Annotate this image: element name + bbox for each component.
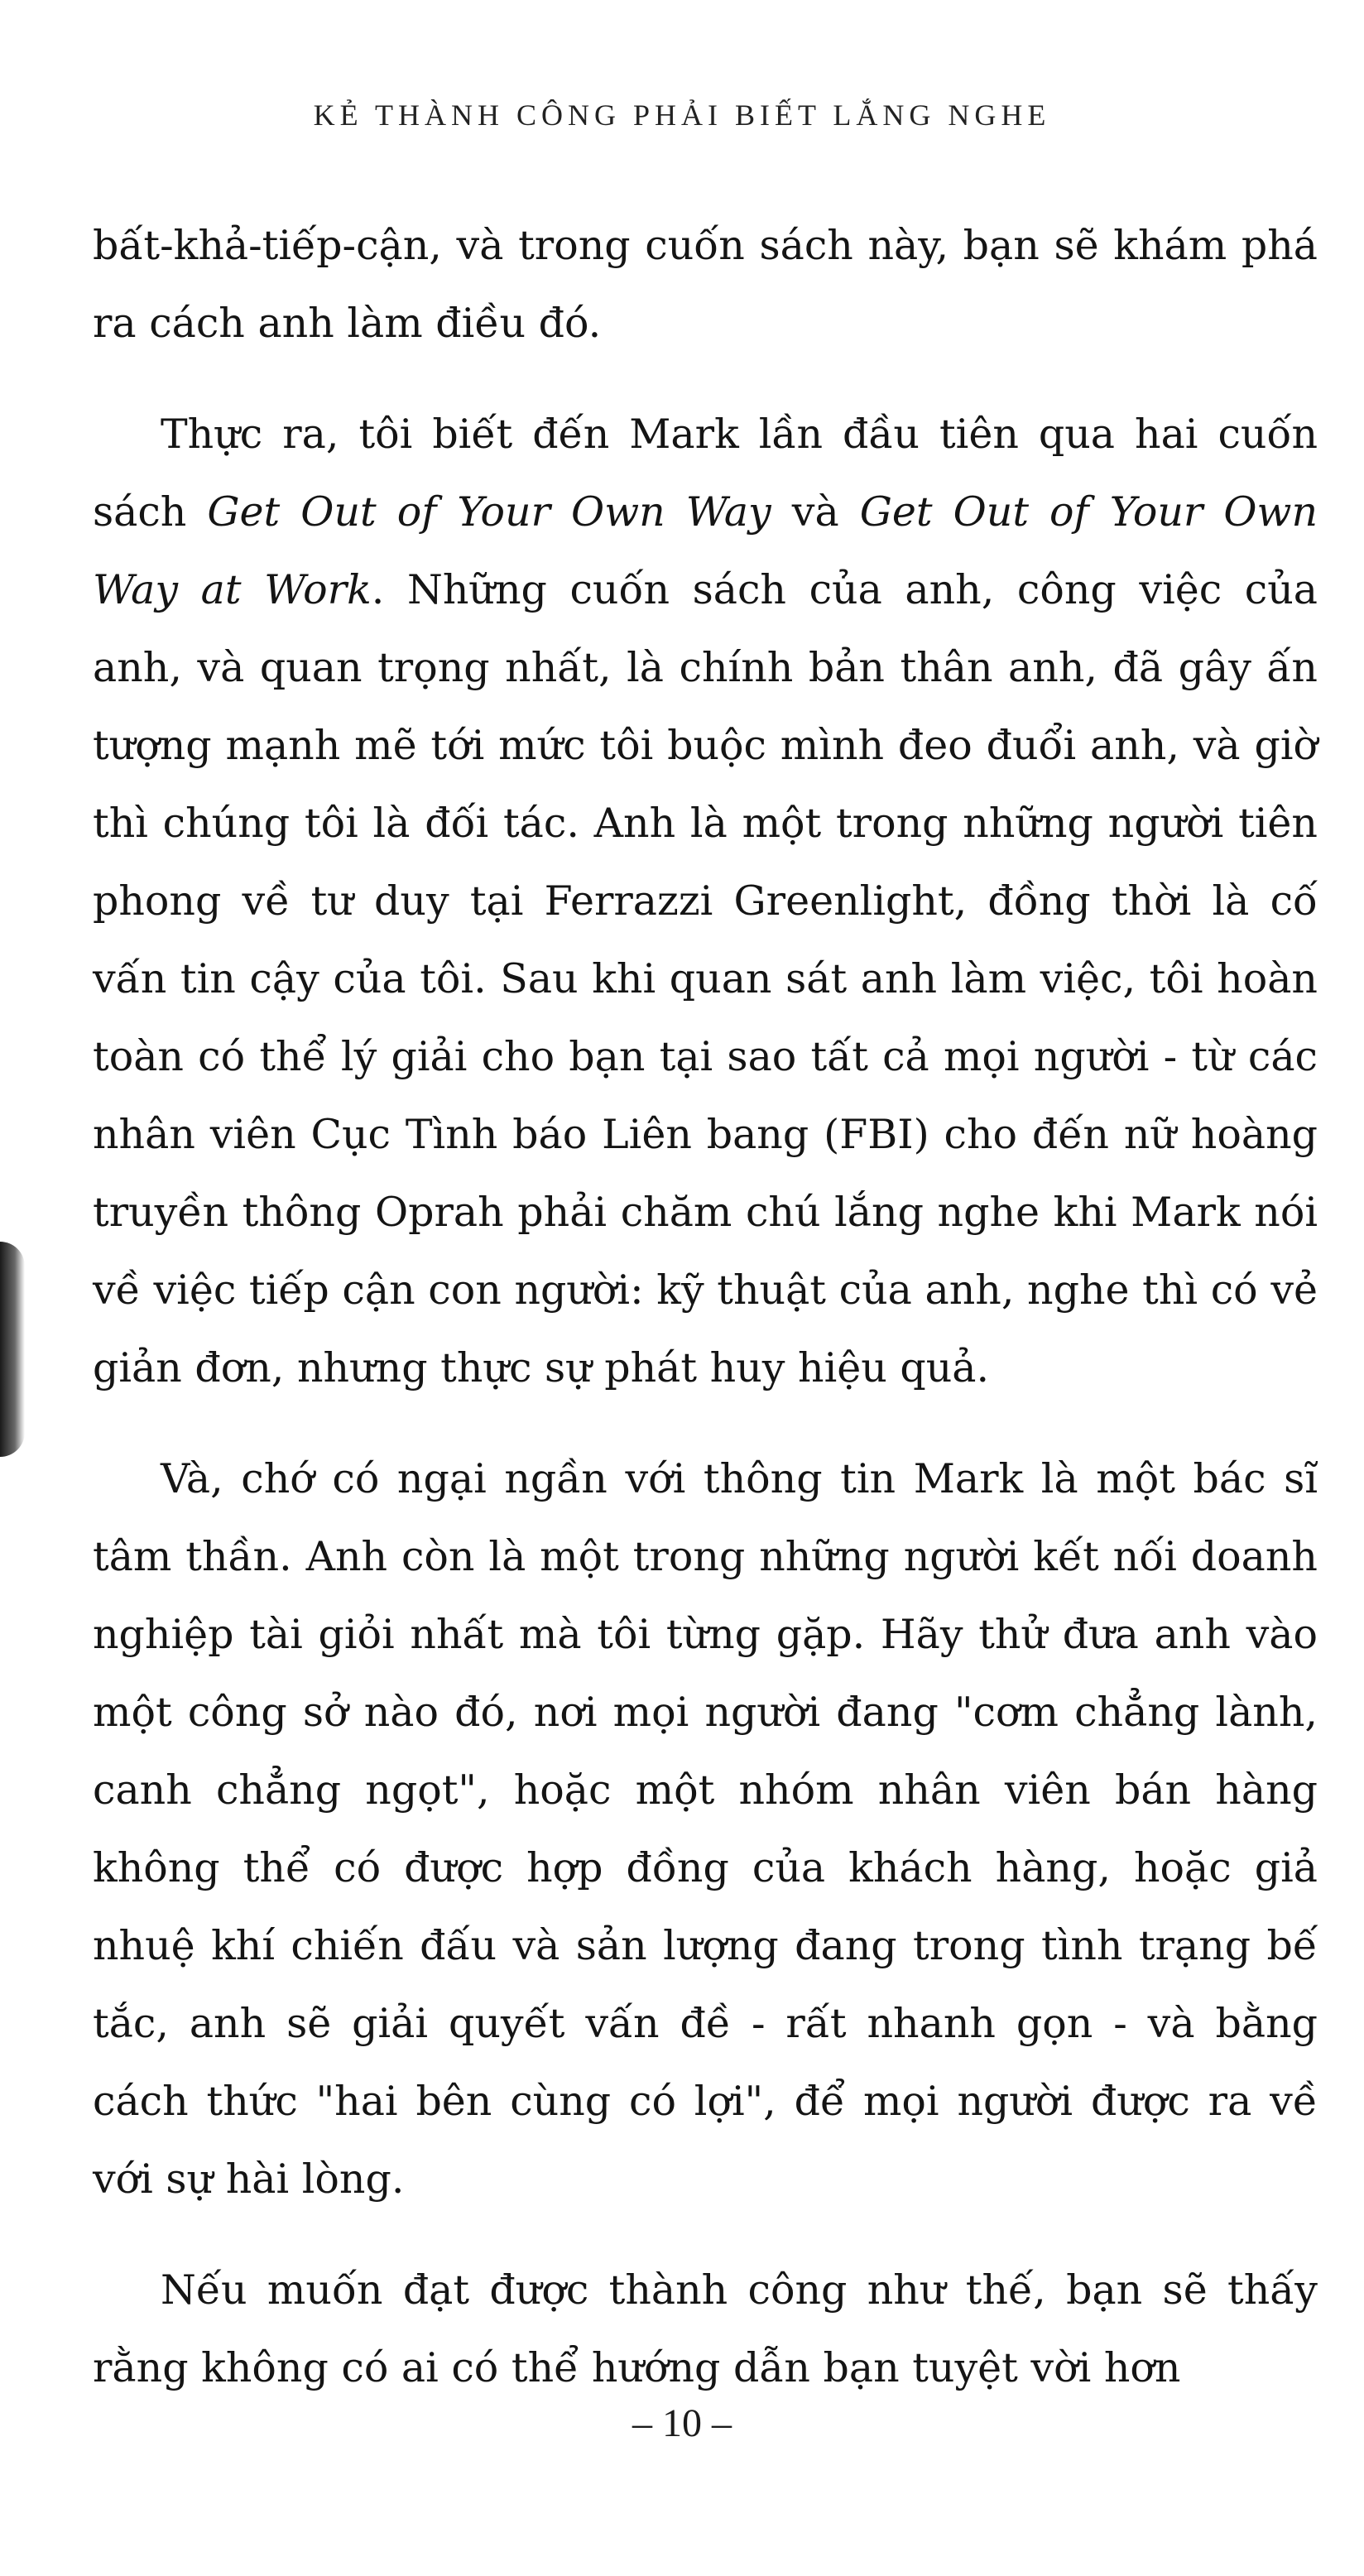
paragraph-3 [93, 1440, 1318, 2218]
page-edge-shadow [0, 1242, 25, 1457]
body-text [93, 207, 1318, 2440]
paragraph-4 [93, 2252, 1318, 2407]
running-header: KẺ THÀNH CÔNG PHẢI BIẾT LẮNG NGHE [313, 99, 1051, 132]
paragraph-2 [93, 396, 1318, 1407]
book-title-get-out-of-your-own-way-at-work: Get Out of Your Own Way at Work [93, 488, 1318, 613]
paragraph-2-text-c: . Những cuốn sách của anh, công việc của anh, và quan trọng nhất, là chính bản thân anh, đã gây ấn tượng mạnh mẽ tới mức tôi buộc mình đeo đuổi anh, và giờ thì chúng tôi là đối tác. Anh là một trong những người tiên phong về tư duy tại Ferrazzi Greenlight, đồng thời là cố vấn tin cậy của tôi. Sau khi quan sát anh làm việc, tôi hoàn toàn có thể lý giải cho bạn tại sao tất cả mọi người - từ các nhân viên Cục Tình báo Liên bang (FBI) cho đến nữ hoàng truyền thông Oprah phải chăm chú lắng nghe khi Mark nói về việc tiếp cận con người: kỹ thuật của anh, nghe thì có vẻ giản đơn, nhưng thực sự phát huy hiệu quả. [93, 566, 1318, 1391]
paragraph-3-text: Và, chớ có ngại ngần với thông tin Mark là một bác sĩ tâm thần. Anh còn là một trong những người kết nối doanh nghiệp tài giỏi nhất mà tôi từng gặp. Hãy thử đưa anh vào một công sở nào đó, nơi mọi người đang "cơm chẳng lành, canh chẳng ngọt", hoặc một nhóm nhân viên bán hàng không thể có được hợp đồng của khách hàng, hoặc giả nhuệ khí chiến đấu và sản lượng đang trong tình trạng bế tắc, anh sẽ giải quyết vấn đề - rất nhanh gọn - và bằng cách thức "hai bên cùng có lợi", để mọi người được ra về với sự hài lòng. [93, 1455, 1318, 2203]
page-number: – 10 – [632, 2401, 732, 2445]
paragraph-4-text: Nếu muốn đạt được thành công như thế, bạn sẽ thấy rằng không có ai có thể hướng dẫn bạn tuyệt vời hơn [93, 2266, 1318, 2391]
paragraph-1 [93, 207, 1318, 363]
book-title-get-out-of-your-own-way: Get Out of Your Own Way [207, 488, 771, 536]
paragraph-1-text: bất-khả-tiếp-cận, và trong cuốn sách này, bạn sẽ khám phá ra cách anh làm điều đó. [93, 222, 1318, 347]
paragraph-2-text-a: Thực ra, tôi biết đến Mark lần đầu tiên qua hai cuốn sách [93, 411, 1318, 536]
paragraph-2-text-b: và [771, 488, 860, 536]
